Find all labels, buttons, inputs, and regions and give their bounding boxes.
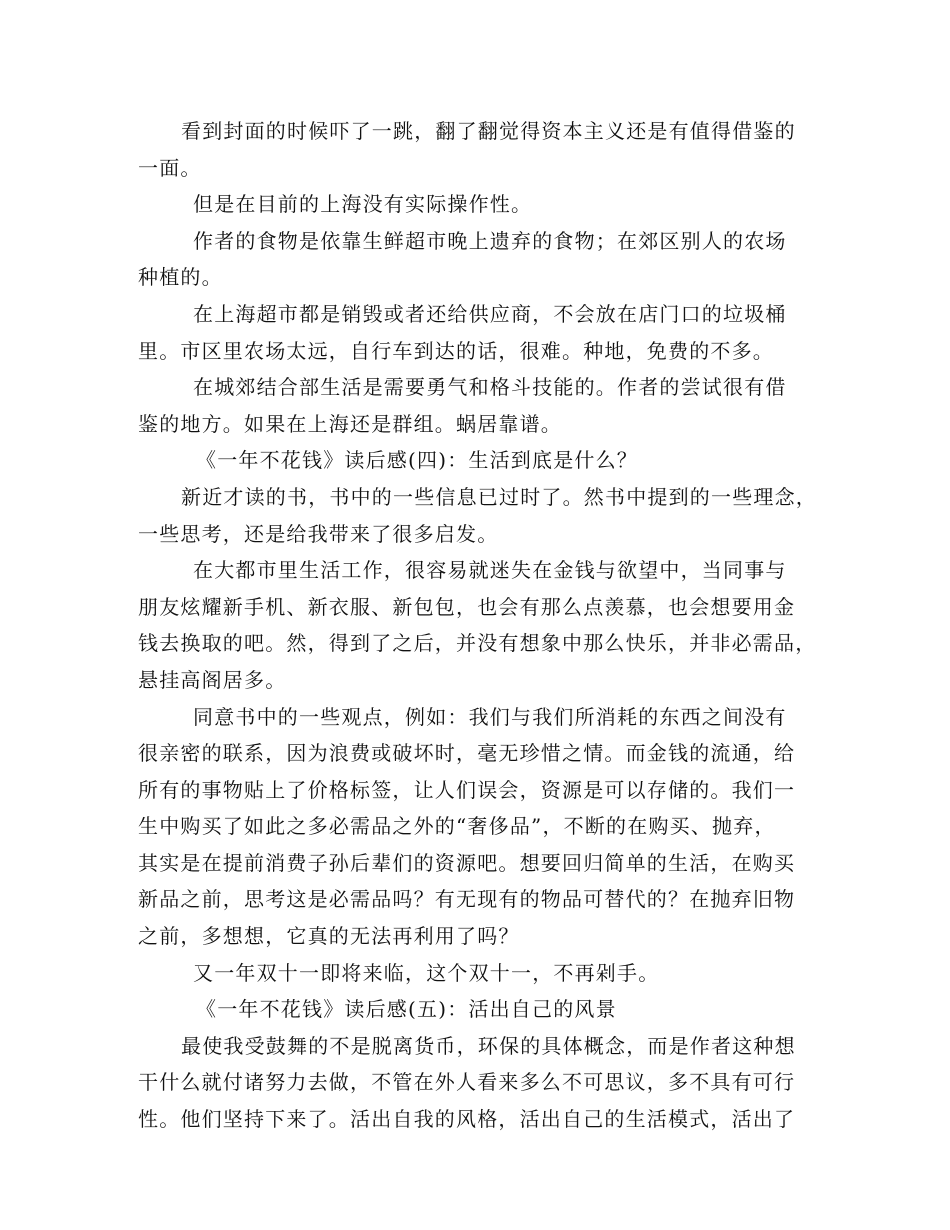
paragraph-line: 所有的事物贴上了价格标签，让人们误会，资源是可以存储的。我们一 [138, 777, 796, 802]
paragraph [0, 442, 818, 479]
body-text [0, 113, 950, 1138]
paragraph-line: 钱去换取的吧。然，得到了之后，并没有想象中那么快乐，并非必需品， [138, 631, 817, 656]
paragraph-line: 之前，多想想，它真的无法再利用了吗？ [138, 924, 520, 949]
paragraph-line: 一面。 [138, 155, 202, 180]
paragraph [0, 479, 818, 552]
paragraph [0, 186, 818, 223]
paragraph-line: 新品之前，思考这是必需品吗？有无现有的物品可替代的？在抛弃旧物 [138, 887, 796, 912]
paragraph-line: 性。他们坚持下来了。活出自我的风格，活出自己的生活模式，活出了 [138, 1107, 796, 1132]
paragraph-first-line: 在大都市里生活工作，很容易就迷失在金钱与欲望中，当同事与 [193, 558, 787, 583]
paragraph-line: 里。市区里农场太远，自行车到达的话，很难。种地，免费的不多。 [138, 338, 774, 363]
paragraph-line: 生中购买了如此之多必需品之外的“奢侈品”，不断的在购买、抛弃， [138, 814, 776, 839]
paragraph-line: 种植的。 [138, 265, 223, 290]
paragraph [0, 296, 818, 369]
paragraph-first-line: 新近才读的书，书中的一些信息已过时了。然书中提到的一些理念， [181, 484, 817, 509]
paragraph [0, 369, 818, 442]
paragraph [0, 699, 818, 955]
paragraph [0, 991, 818, 1028]
paragraph [0, 113, 818, 186]
paragraph-line: 很亲密的联系，因为浪费或破坏时，毫无珍惜之情。而金钱的流通，给 [138, 741, 796, 766]
paragraph-line: 其实是在提前消费子孙后辈们的资源吧。想要回归简单的生活，在购买 [138, 850, 796, 875]
paragraph-first-line: 最使我受鼓舞的不是脱离货币，环保的具体概念，而是作者这种想 [181, 1033, 796, 1058]
paragraph-first-line: 同意书中的一些观点，例如：我们与我们所消耗的东西之间没有 [193, 704, 787, 729]
paragraph [0, 955, 818, 992]
paragraph-first-line: 又一年双十一即将来临，这个双十一，不再剁手。 [193, 960, 660, 985]
paragraph-first-line: 《一年不花钱》读后感(五)：活出自己的风景 [196, 997, 617, 1022]
paragraph-line: 朋友炫耀新手机、新衣服、新包包，也会有那么点羡慕，也会想要用金 [138, 594, 796, 619]
paragraph-line: 悬挂高阁居多。 [138, 667, 287, 692]
paragraph [0, 1028, 818, 1138]
paragraph-first-line: 在城郊结合部生活是需要勇气和格斗技能的。作者的尝试很有借 [193, 375, 787, 400]
paragraph-first-line: 看到封面的时候吓了一跳，翻了翻觉得资本主义还是有值得借鉴的 [181, 119, 796, 143]
paragraph-first-line: 《一年不花钱》读后感(四)：生活到底是什么？ [196, 448, 639, 473]
paragraph [0, 552, 818, 698]
paragraph-line: 鉴的地方。如果在上海还是群组。蜗居靠谱。 [138, 411, 562, 436]
paragraph-first-line: 在上海超市都是销毁或者还给供应商，不会放在店门口的垃圾桶 [193, 301, 787, 326]
paragraph-line: 干什么就付诸努力去做，不管在外人看来多么不可思议，多不具有可行 [138, 1070, 796, 1095]
paragraph-first-line: 但是在目前的上海没有实际操作性。 [193, 192, 533, 217]
paragraph-first-line: 作者的食物是依靠生鲜超市晚上遗弃的食物；在郊区别人的农场 [193, 228, 787, 253]
paragraph-line: 一些思考，还是给我带来了很多启发。 [138, 521, 499, 546]
paragraph [0, 223, 818, 296]
